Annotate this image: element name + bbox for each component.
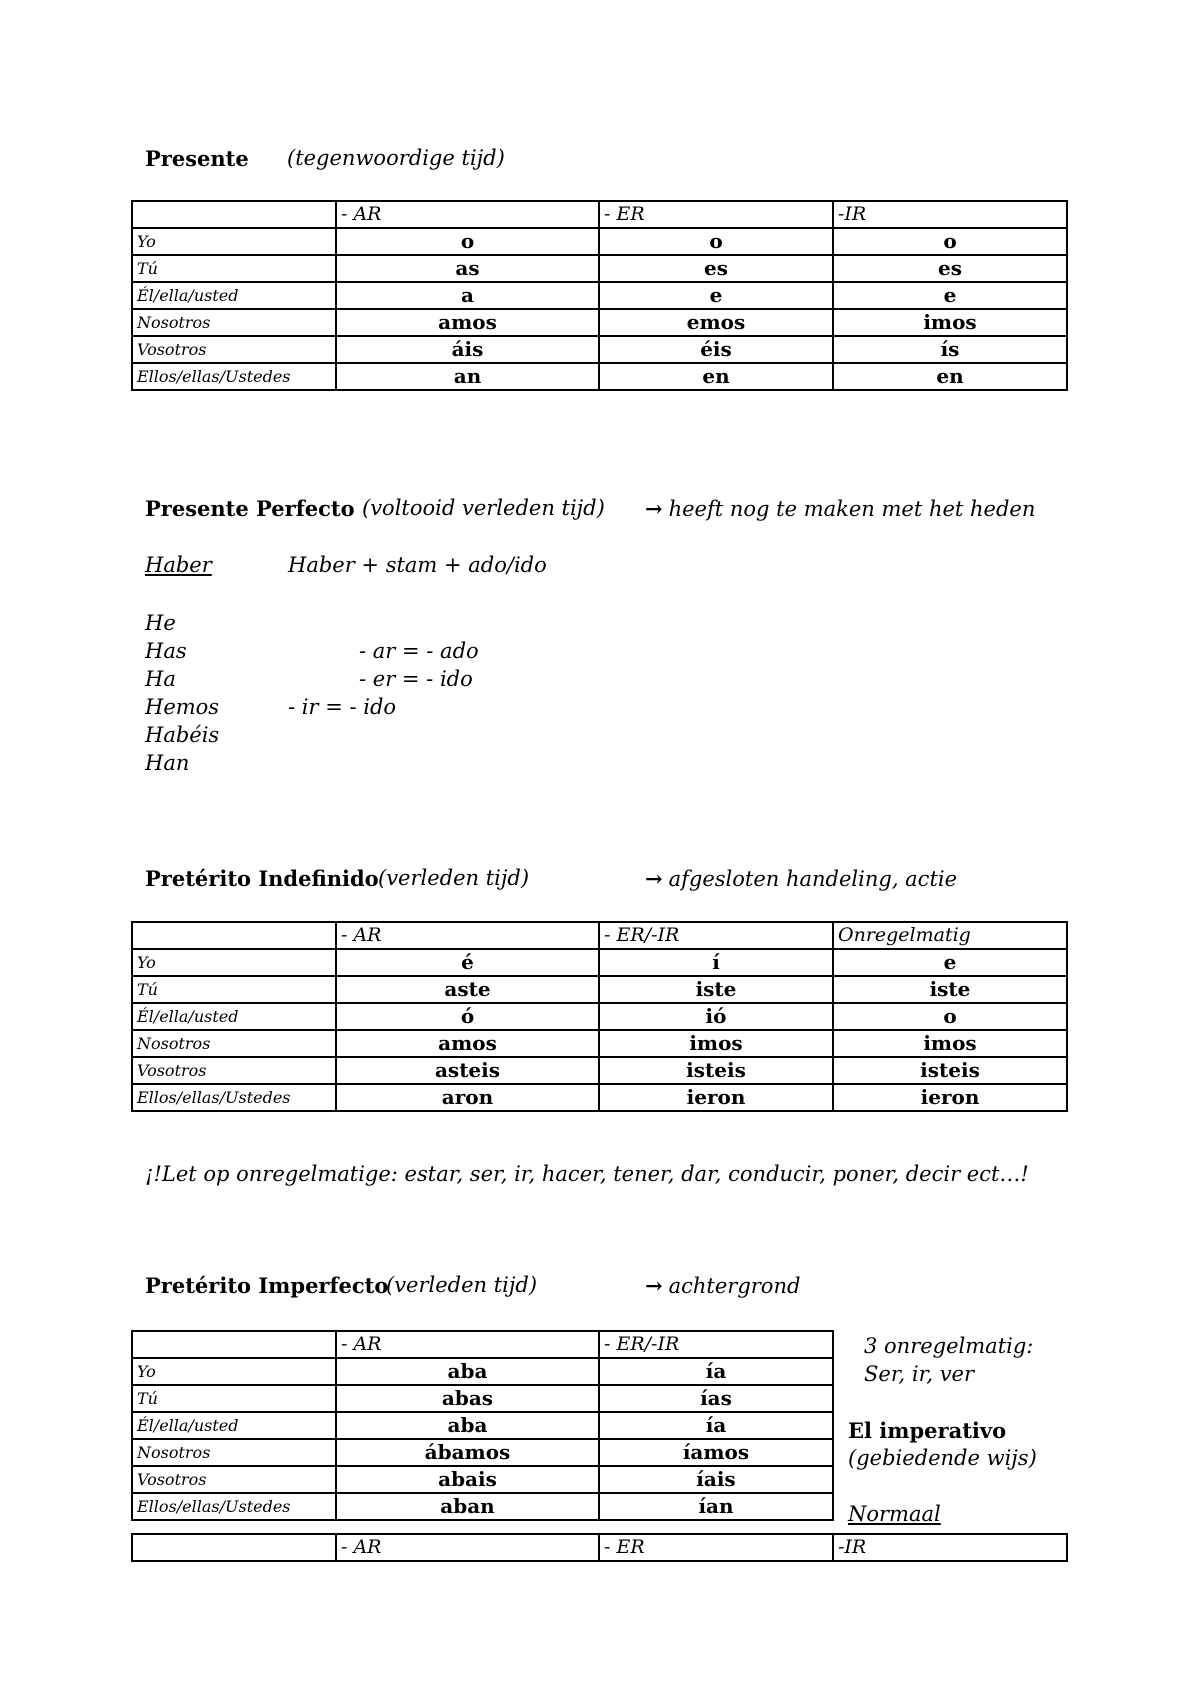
indefinido-remark bbox=[645, 866, 957, 891]
table-row bbox=[132, 1493, 833, 1520]
ending-cell: ían bbox=[599, 1493, 833, 1520]
ending-cell: asteis bbox=[336, 1057, 599, 1084]
table-header-row bbox=[132, 922, 1067, 949]
ending-cell: í bbox=[599, 949, 833, 976]
arrow-icon: → bbox=[645, 866, 663, 891]
table-row bbox=[132, 1057, 1067, 1084]
header-cell: -IR bbox=[833, 201, 1067, 228]
ending-cell: áis bbox=[336, 336, 599, 363]
ending-cell: aban bbox=[336, 1493, 599, 1520]
table-row bbox=[132, 1030, 1067, 1057]
ending-cell: éis bbox=[599, 336, 833, 363]
irregular-warning: ¡!Let op onregelmatige: estar, ser, ir, hacer, tener, dar, conducir, poner, decir ect…! bbox=[145, 1162, 1029, 1186]
header-cell: - AR bbox=[336, 1331, 599, 1358]
haber-form: He bbox=[145, 611, 176, 635]
ending-cell: abais bbox=[336, 1466, 599, 1493]
ending-cell: aba bbox=[336, 1358, 599, 1385]
rule-ar: - ar = - ado bbox=[359, 639, 479, 663]
presente-table bbox=[131, 200, 1068, 391]
imperativo-title: El imperativo bbox=[848, 1418, 1007, 1443]
table-row bbox=[132, 309, 1067, 336]
rule-ir: - ir = - ido bbox=[288, 695, 397, 719]
pronoun-cell: Vosotros bbox=[132, 1057, 336, 1084]
table-row bbox=[132, 1439, 833, 1466]
ending-cell: ieron bbox=[833, 1084, 1067, 1111]
ending-cell: e bbox=[833, 949, 1067, 976]
perfecto-note: (voltooid verleden tijd) bbox=[362, 496, 605, 520]
table-row bbox=[132, 1084, 1067, 1111]
indefinido-remark-text: afgesloten handeling, actie bbox=[668, 867, 958, 891]
ending-cell: en bbox=[833, 363, 1067, 390]
ending-cell: o bbox=[599, 228, 833, 255]
ending-cell: íais bbox=[599, 1466, 833, 1493]
ending-cell: imos bbox=[833, 1030, 1067, 1057]
imperfecto-remark bbox=[645, 1273, 800, 1298]
pronoun-cell: Ellos/ellas/Ustedes bbox=[132, 363, 336, 390]
header-cell: - ER bbox=[599, 201, 833, 228]
table-row bbox=[132, 976, 1067, 1003]
ending-cell: ieron bbox=[599, 1084, 833, 1111]
ending-cell: aron bbox=[336, 1084, 599, 1111]
pronoun-cell: Ellos/ellas/Ustedes bbox=[132, 1084, 336, 1111]
imperfecto-title: Pretérito Imperfecto bbox=[145, 1273, 389, 1298]
ending-cell: ía bbox=[599, 1412, 833, 1439]
haber-formula: Haber + stam + ado/ido bbox=[288, 553, 547, 577]
pronoun-cell: Ellos/ellas/Ustedes bbox=[132, 1493, 336, 1520]
ending-cell: emos bbox=[599, 309, 833, 336]
imperfecto-side-note-2: Ser, ir, ver bbox=[864, 1362, 975, 1386]
imperativo-subtitle: Normaal bbox=[848, 1502, 941, 1526]
pronoun-cell: Yo bbox=[132, 228, 336, 255]
table-row bbox=[132, 363, 1067, 390]
ending-cell: isteis bbox=[833, 1057, 1067, 1084]
ending-cell: aste bbox=[336, 976, 599, 1003]
ending-cell: íamos bbox=[599, 1439, 833, 1466]
pronoun-cell: Nosotros bbox=[132, 309, 336, 336]
header-cell: - AR bbox=[336, 1534, 599, 1561]
header-cell: - AR bbox=[336, 201, 599, 228]
pronoun-cell: Tú bbox=[132, 255, 336, 282]
pronoun-cell: Yo bbox=[132, 949, 336, 976]
haber-form: Has bbox=[145, 639, 187, 663]
imperfecto-table bbox=[131, 1330, 834, 1521]
table-header-row bbox=[132, 1534, 1067, 1561]
pronoun-cell: Tú bbox=[132, 1385, 336, 1412]
perfecto-remark-text: heeft nog te maken met het heden bbox=[668, 497, 1036, 521]
imperativo-note: (gebiedende wijs) bbox=[848, 1446, 1037, 1470]
table-row bbox=[132, 1358, 833, 1385]
imperfecto-side-note-1: 3 onregelmatig: bbox=[864, 1334, 1034, 1358]
ending-cell: abas bbox=[336, 1385, 599, 1412]
pronoun-cell: Tú bbox=[132, 976, 336, 1003]
ending-cell: amos bbox=[336, 309, 599, 336]
ending-cell: o bbox=[336, 228, 599, 255]
pronoun-cell: Nosotros bbox=[132, 1439, 336, 1466]
haber-form: Han bbox=[145, 751, 190, 775]
arrow-icon: → bbox=[645, 1273, 663, 1298]
header-cell bbox=[132, 1331, 336, 1358]
haber-form: Hemos bbox=[145, 695, 220, 719]
header-cell: Onregelmatig bbox=[833, 922, 1067, 949]
ending-cell: ía bbox=[599, 1358, 833, 1385]
table-row bbox=[132, 949, 1067, 976]
haber-label: Haber bbox=[145, 553, 212, 577]
ending-cell: o bbox=[833, 1003, 1067, 1030]
header-cell bbox=[132, 1534, 336, 1561]
imperfecto-note: (verleden tijd) bbox=[386, 1273, 538, 1297]
indefinido-title: Pretérito Indefinido bbox=[145, 866, 379, 891]
table-row bbox=[132, 1412, 833, 1439]
pronoun-cell: Vosotros bbox=[132, 336, 336, 363]
imperfecto-remark-text: achtergrond bbox=[668, 1274, 801, 1298]
ending-cell: ías bbox=[599, 1385, 833, 1412]
presente-title: Presente bbox=[145, 146, 249, 171]
pronoun-cell: Él/ella/usted bbox=[132, 1003, 336, 1030]
header-cell: - AR bbox=[336, 922, 599, 949]
table-row bbox=[132, 336, 1067, 363]
table-row bbox=[132, 228, 1067, 255]
indefinido-table bbox=[131, 921, 1068, 1112]
arrow-icon: → bbox=[645, 496, 663, 521]
header-cell: - ER bbox=[599, 1534, 833, 1561]
ending-cell: ábamos bbox=[336, 1439, 599, 1466]
ending-cell: e bbox=[833, 282, 1067, 309]
rule-er: - er = - ido bbox=[359, 667, 473, 691]
header-cell: - ER/-IR bbox=[599, 922, 833, 949]
table-header-row bbox=[132, 1331, 833, 1358]
ending-cell: iste bbox=[599, 976, 833, 1003]
ending-cell: a bbox=[336, 282, 599, 309]
ending-cell: o bbox=[833, 228, 1067, 255]
table-header-row bbox=[132, 201, 1067, 228]
ending-cell: imos bbox=[833, 309, 1067, 336]
pronoun-cell: Él/ella/usted bbox=[132, 1412, 336, 1439]
perfecto-title: Presente Perfecto bbox=[145, 496, 355, 521]
ending-cell: ió bbox=[599, 1003, 833, 1030]
header-cell: -IR bbox=[833, 1534, 1067, 1561]
haber-form: Ha bbox=[145, 667, 176, 691]
perfecto-remark bbox=[645, 496, 1035, 521]
pronoun-cell: Vosotros bbox=[132, 1466, 336, 1493]
pronoun-cell: Yo bbox=[132, 1358, 336, 1385]
pronoun-cell: Nosotros bbox=[132, 1030, 336, 1057]
imperativo-table bbox=[131, 1533, 1068, 1562]
table-row bbox=[132, 282, 1067, 309]
ending-cell: ó bbox=[336, 1003, 599, 1030]
ending-cell: ís bbox=[833, 336, 1067, 363]
table-row bbox=[132, 1466, 833, 1493]
haber-form: Habéis bbox=[145, 723, 220, 747]
indefinido-note: (verleden tijd) bbox=[378, 866, 530, 890]
ending-cell: as bbox=[336, 255, 599, 282]
table-row bbox=[132, 255, 1067, 282]
ending-cell: iste bbox=[833, 976, 1067, 1003]
table-row bbox=[132, 1385, 833, 1412]
header-cell bbox=[132, 201, 336, 228]
ending-cell: es bbox=[599, 255, 833, 282]
ending-cell: aba bbox=[336, 1412, 599, 1439]
ending-cell: es bbox=[833, 255, 1067, 282]
ending-cell: é bbox=[336, 949, 599, 976]
table-row bbox=[132, 1003, 1067, 1030]
ending-cell: e bbox=[599, 282, 833, 309]
ending-cell: isteis bbox=[599, 1057, 833, 1084]
pronoun-cell: Él/ella/usted bbox=[132, 282, 336, 309]
ending-cell: amos bbox=[336, 1030, 599, 1057]
header-cell bbox=[132, 922, 336, 949]
ending-cell: imos bbox=[599, 1030, 833, 1057]
header-cell: - ER/-IR bbox=[599, 1331, 833, 1358]
presente-note: (tegenwoordige tijd) bbox=[287, 146, 505, 170]
ending-cell: en bbox=[599, 363, 833, 390]
ending-cell: an bbox=[336, 363, 599, 390]
